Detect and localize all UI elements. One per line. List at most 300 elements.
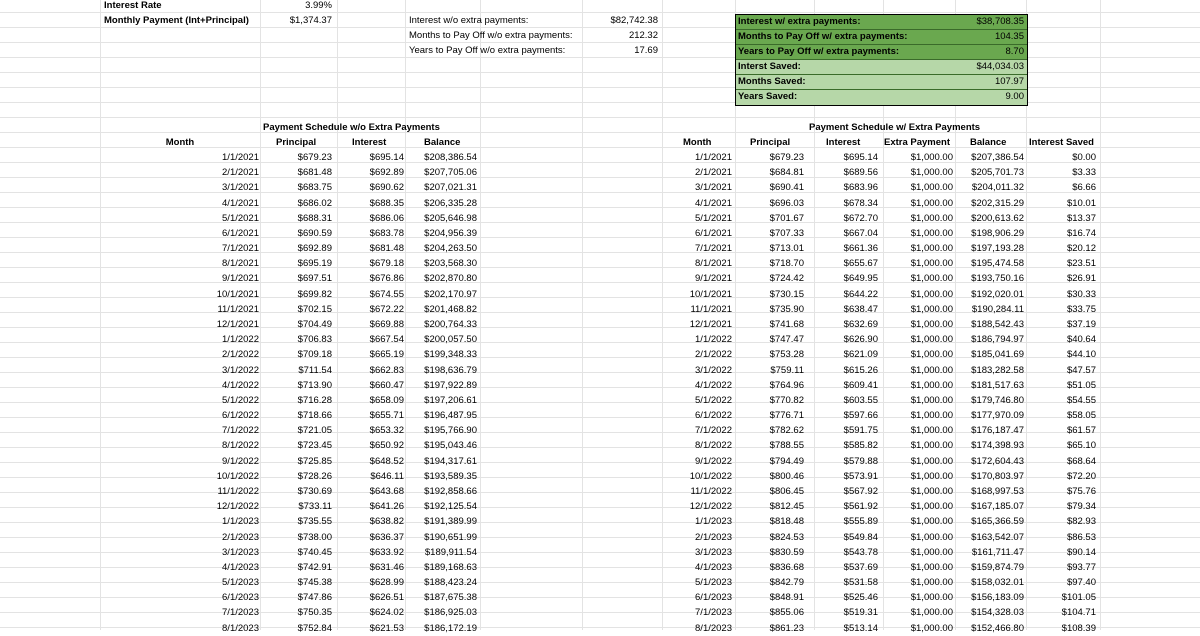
right-cell-interest-saved[interactable]: $23.51 — [1066, 258, 1096, 270]
left-cell-interest[interactable]: $646.11 — [370, 470, 404, 482]
right-cell-interest[interactable]: $513.14 — [843, 622, 878, 634]
right-cell-balance[interactable]: $165,366.59 — [971, 516, 1024, 528]
right-cell-interest[interactable]: $597.66 — [843, 410, 878, 422]
left-cell-interest[interactable]: $643.68 — [369, 486, 404, 497]
right-cell-balance[interactable]: $158,032.01 — [971, 577, 1024, 588]
no-extra-months-value[interactable]: 212.32 — [628, 30, 658, 41]
right-cell-extra-payment[interactable]: $1,000.00 — [910, 288, 953, 300]
interest-rate-value[interactable]: 3.99% — [305, 0, 332, 11]
left-cell-month[interactable]: 9/1/2021 — [222, 273, 259, 285]
right-cell-interest[interactable]: $531.58 — [843, 577, 878, 588]
left-cell-month[interactable]: 7/1/2023 — [222, 607, 259, 619]
with-extra-interest-row[interactable] — [736, 15, 1027, 30]
left-cell-interest[interactable]: $690.62 — [369, 182, 404, 194]
left-cell-month[interactable]: 3/1/2021 — [222, 182, 259, 194]
right-cell-extra-payment[interactable]: $1,000.00 — [910, 531, 953, 543]
right-cell-principal[interactable]: $776.71 — [769, 410, 804, 422]
left-cell-principal[interactable]: $711.54 — [298, 364, 332, 376]
left-cell-interest[interactable]: $692.89 — [369, 167, 404, 179]
right-cell-interest[interactable]: $585.82 — [843, 440, 878, 452]
right-cell-interest-saved[interactable]: $37.19 — [1066, 319, 1096, 330]
right-cell-extra-payment[interactable]: $1,000.00 — [910, 227, 953, 239]
right-cell-month[interactable]: 8/1/2023 — [695, 622, 732, 634]
left-cell-balance[interactable]: $186,925.03 — [424, 607, 477, 619]
right-cell-month[interactable]: 1/1/2022 — [695, 334, 732, 346]
left-cell-principal[interactable]: $725.85 — [297, 455, 332, 467]
right-cell-balance[interactable]: $168,997.53 — [971, 486, 1024, 497]
right-cell-extra-payment[interactable]: $1,000.00 — [910, 197, 953, 209]
right-cell-principal[interactable]: $759.11 — [770, 364, 804, 376]
right-cell-principal[interactable]: $770.82 — [769, 394, 804, 406]
left-cell-principal[interactable]: $721.05 — [297, 425, 332, 437]
right-cell-balance[interactable]: $204,011.32 — [971, 182, 1024, 194]
right-cell-extra-payment[interactable]: $1,000.00 — [910, 470, 953, 482]
right-cell-interest[interactable]: $567.92 — [843, 486, 878, 497]
left-cell-interest[interactable]: $679.18 — [369, 258, 404, 270]
left-cell-principal[interactable]: $681.48 — [297, 167, 332, 179]
right-cell-interest-saved[interactable]: $90.14 — [1066, 546, 1096, 558]
right-cell-interest-saved[interactable]: $93.77 — [1066, 561, 1096, 573]
right-cell-balance[interactable]: $181,517.63 — [971, 379, 1024, 391]
right-cell-month[interactable]: 3/1/2022 — [695, 364, 732, 376]
left-cell-month[interactable]: 2/1/2023 — [222, 531, 259, 543]
left-cell-month[interactable]: 8/1/2023 — [222, 622, 259, 634]
left-cell-principal[interactable]: $706.83 — [297, 334, 332, 346]
right-cell-principal[interactable]: $824.53 — [769, 531, 804, 543]
right-cell-principal[interactable]: $842.79 — [769, 577, 804, 588]
left-cell-principal[interactable]: $692.89 — [297, 243, 332, 255]
right-cell-interest[interactable]: $661.36 — [843, 243, 878, 255]
right-cell-interest-saved[interactable]: $58.05 — [1066, 410, 1096, 422]
left-cell-principal[interactable]: $745.38 — [297, 577, 332, 588]
right-cell-interest-saved[interactable]: $79.34 — [1066, 501, 1096, 513]
right-cell-month[interactable]: 1/1/2023 — [695, 516, 732, 528]
right-cell-interest[interactable]: $689.56 — [843, 167, 878, 179]
left-cell-principal[interactable]: $679.23 — [297, 152, 332, 163]
left-cell-balance[interactable]: $206,335.28 — [424, 197, 477, 209]
right-cell-balance[interactable]: $190,284.11 — [971, 303, 1024, 315]
right-cell-interest-saved[interactable]: $68.64 — [1066, 455, 1096, 467]
right-cell-interest[interactable]: $683.96 — [843, 182, 878, 194]
left-cell-month[interactable]: 8/1/2021 — [222, 258, 259, 270]
right-cell-principal[interactable]: $794.49 — [769, 455, 804, 467]
no-extra-interest-label[interactable]: Interest w/o extra payments: — [409, 15, 529, 26]
right-cell-principal[interactable]: $747.47 — [769, 334, 804, 346]
right-schedule-title[interactable]: Payment Schedule w/ Extra Payments — [809, 122, 981, 133]
left-cell-interest[interactable]: $626.51 — [369, 592, 404, 604]
right-cell-interest[interactable]: $626.90 — [843, 334, 878, 346]
right-cell-interest-saved[interactable]: $16.74 — [1066, 227, 1096, 239]
left-cell-interest[interactable]: $686.06 — [369, 212, 404, 224]
left-cell-interest[interactable]: $650.92 — [369, 440, 404, 452]
right-cell-balance[interactable]: $188,542.43 — [971, 319, 1024, 330]
right-cell-interest-saved[interactable]: $72.20 — [1066, 470, 1096, 482]
left-cell-month[interactable]: 6/1/2023 — [222, 592, 259, 604]
right-cell-month[interactable]: 5/1/2021 — [695, 212, 732, 224]
left-cell-balance[interactable]: $204,956.39 — [424, 227, 477, 239]
no-extra-years-value[interactable]: 17.69 — [634, 45, 658, 56]
left-cell-principal[interactable]: $747.86 — [297, 592, 332, 604]
left-cell-principal[interactable]: $697.51 — [297, 273, 332, 285]
right-cell-interest[interactable]: $655.67 — [843, 258, 878, 270]
left-cell-balance[interactable]: $195,043.46 — [424, 440, 477, 452]
left-cell-balance[interactable]: $202,870.80 — [424, 273, 477, 285]
right-cell-extra-payment[interactable]: $1,000.00 — [910, 561, 953, 573]
right-cell-interest-saved[interactable]: $86.53 — [1066, 531, 1096, 543]
right-cell-principal[interactable]: $713.01 — [769, 243, 804, 255]
right-cell-extra-payment[interactable]: $1,000.00 — [910, 303, 953, 315]
left-cell-balance[interactable]: $202,170.97 — [424, 288, 477, 300]
right-cell-balance[interactable]: $167,185.07 — [971, 501, 1024, 513]
left-cell-balance[interactable]: $207,021.31 — [424, 182, 477, 194]
left-cell-principal[interactable]: $716.28 — [297, 394, 332, 406]
interest-saved-row[interactable] — [736, 60, 1027, 75]
left-cell-interest[interactable]: $638.82 — [369, 516, 404, 528]
right-cell-interest-saved[interactable]: $26.91 — [1066, 273, 1096, 285]
left-cell-balance[interactable]: $200,764.33 — [424, 319, 477, 330]
left-cell-interest[interactable]: $681.48 — [369, 243, 404, 255]
right-cell-balance[interactable]: $177,970.09 — [971, 410, 1024, 422]
right-cell-principal[interactable]: $718.70 — [769, 258, 804, 270]
right-cell-principal[interactable]: $848.91 — [769, 592, 804, 604]
left-cell-month[interactable]: 4/1/2022 — [222, 379, 259, 391]
right-cell-month[interactable]: 2/1/2022 — [695, 349, 732, 361]
years-saved-row[interactable] — [736, 90, 1027, 105]
left-cell-month[interactable]: 12/1/2022 — [216, 501, 259, 513]
left-cell-month[interactable]: 7/1/2022 — [222, 425, 259, 437]
right-cell-principal[interactable]: $861.23 — [769, 622, 804, 634]
left-cell-month[interactable]: 5/1/2022 — [222, 394, 259, 406]
left-cell-principal[interactable]: $695.19 — [297, 258, 332, 270]
right-cell-extra-payment[interactable]: $1,000.00 — [910, 273, 953, 285]
right-cell-interest[interactable]: $609.41 — [843, 379, 878, 391]
left-cell-interest[interactable]: $688.35 — [369, 197, 404, 209]
left-cell-month[interactable]: 6/1/2022 — [222, 410, 259, 422]
right-cell-interest-saved[interactable]: $30.33 — [1066, 288, 1096, 300]
left-cell-month[interactable]: 10/1/2022 — [216, 470, 259, 482]
left-cell-interest[interactable]: $633.92 — [369, 546, 404, 558]
right-cell-interest-saved[interactable]: $20.12 — [1066, 243, 1096, 255]
right-cell-principal[interactable]: $730.15 — [769, 288, 804, 300]
left-cell-interest[interactable]: $653.32 — [369, 425, 404, 437]
left-cell-balance[interactable]: $190,651.99 — [424, 531, 477, 543]
left-cell-principal[interactable]: $690.59 — [297, 227, 332, 239]
right-cell-interest-saved[interactable]: $61.57 — [1066, 425, 1096, 437]
no-extra-months-label[interactable]: Months to Pay Off w/o extra payments: — [409, 30, 573, 41]
right-cell-extra-payment[interactable]: $1,000.00 — [910, 364, 953, 376]
left-cell-month[interactable]: 9/1/2022 — [222, 455, 259, 467]
right-cell-interest[interactable]: $615.26 — [843, 364, 878, 376]
right-cell-interest[interactable]: $621.09 — [843, 349, 878, 361]
right-cell-balance[interactable]: $176,187.47 — [971, 425, 1024, 437]
left-cell-principal[interactable]: $713.90 — [297, 379, 332, 391]
left-cell-balance[interactable]: $203,568.30 — [424, 258, 477, 270]
left-cell-interest[interactable]: $636.37 — [369, 531, 404, 543]
right-cell-extra-payment[interactable]: $1,000.00 — [910, 334, 953, 346]
right-cell-extra-payment[interactable]: $1,000.00 — [910, 182, 953, 194]
right-cell-month[interactable]: 12/1/2021 — [689, 319, 732, 330]
right-cell-month[interactable]: 9/1/2021 — [695, 273, 732, 285]
right-cell-interest-saved[interactable]: $104.71 — [1061, 607, 1096, 619]
right-cell-interest-saved[interactable]: $40.64 — [1066, 334, 1096, 346]
right-cell-interest[interactable]: $644.22 — [843, 288, 878, 300]
right-cell-extra-payment[interactable]: $1,000.00 — [910, 152, 953, 163]
right-cell-interest[interactable]: $649.95 — [843, 273, 878, 285]
left-cell-balance[interactable]: $199,348.33 — [424, 349, 477, 361]
right-cell-extra-payment[interactable]: $1,000.00 — [910, 592, 953, 604]
left-cell-principal[interactable]: $730.69 — [297, 486, 332, 497]
left-cell-interest[interactable]: $655.71 — [369, 410, 404, 422]
left-cell-principal[interactable]: $683.75 — [297, 182, 332, 194]
left-cell-balance[interactable]: $193,589.35 — [424, 470, 477, 482]
right-cell-principal[interactable]: $741.68 — [769, 319, 804, 330]
right-cell-extra-payment[interactable]: $1,000.00 — [910, 379, 953, 391]
right-cell-interest[interactable]: $579.88 — [843, 455, 878, 467]
left-cell-principal[interactable]: $728.26 — [297, 470, 332, 482]
left-cell-balance[interactable]: $191,389.99 — [424, 516, 477, 528]
right-cell-interest[interactable]: $555.89 — [843, 516, 878, 528]
left-cell-interest[interactable]: $660.47 — [369, 379, 404, 391]
right-cell-principal[interactable]: $855.06 — [769, 607, 804, 619]
right-cell-balance[interactable]: $172,604.43 — [971, 455, 1024, 467]
right-cell-interest-saved[interactable]: $6.66 — [1072, 182, 1096, 194]
right-cell-balance[interactable]: $198,906.29 — [971, 227, 1024, 239]
right-header-interest-saved[interactable]: Interest Saved — [1029, 137, 1094, 148]
right-cell-balance[interactable]: $163,542.07 — [971, 531, 1024, 543]
left-header-interest[interactable]: Interest — [352, 137, 387, 148]
right-cell-extra-payment[interactable]: $1,000.00 — [910, 167, 953, 179]
left-cell-balance[interactable]: $192,858.66 — [424, 486, 477, 497]
right-cell-principal[interactable]: $753.28 — [769, 349, 804, 361]
interest-rate-label[interactable]: Interest Rate — [104, 0, 162, 11]
left-cell-month[interactable]: 11/1/2021 — [217, 303, 259, 315]
right-cell-interest[interactable]: $678.34 — [843, 197, 878, 209]
right-cell-principal[interactable]: $830.59 — [769, 546, 804, 558]
right-cell-month[interactable]: 11/1/2022 — [690, 486, 732, 497]
right-cell-month[interactable]: 7/1/2023 — [695, 607, 732, 619]
right-cell-balance[interactable]: $207,386.54 — [971, 152, 1024, 163]
right-cell-interest[interactable]: $667.04 — [843, 227, 878, 239]
left-cell-interest[interactable]: $676.86 — [369, 273, 404, 285]
monthly-payment-value[interactable]: $1,374.37 — [289, 15, 332, 26]
left-cell-month[interactable]: 10/1/2021 — [216, 288, 259, 300]
left-cell-month[interactable]: 1/1/2022 — [222, 334, 259, 346]
right-cell-extra-payment[interactable]: $1,000.00 — [910, 349, 953, 361]
right-cell-principal[interactable]: $818.48 — [769, 516, 804, 528]
right-header-interest[interactable]: Interest — [826, 137, 861, 148]
right-cell-balance[interactable]: $197,193.28 — [971, 243, 1024, 255]
monthly-payment-label[interactable]: Monthly Payment (Int+Principal) — [104, 15, 249, 26]
left-cell-balance[interactable]: $208,386.54 — [424, 152, 477, 163]
left-cell-month[interactable]: 5/1/2021 — [222, 212, 259, 224]
right-cell-extra-payment[interactable]: $1,000.00 — [910, 243, 953, 255]
left-cell-principal[interactable]: $735.55 — [297, 516, 332, 528]
left-cell-balance[interactable]: $197,206.61 — [424, 394, 477, 406]
left-cell-month[interactable]: 1/1/2023 — [222, 516, 259, 528]
left-cell-balance[interactable]: $189,911.54 — [424, 546, 477, 558]
right-cell-principal[interactable]: $679.23 — [769, 152, 804, 163]
left-cell-principal[interactable]: $718.66 — [297, 410, 332, 422]
left-cell-month[interactable]: 7/1/2021 — [222, 243, 259, 255]
left-schedule-title[interactable]: Payment Schedule w/o Extra Payments — [263, 122, 440, 133]
right-cell-extra-payment[interactable]: $1,000.00 — [910, 394, 953, 406]
right-cell-interest[interactable]: $561.92 — [843, 501, 878, 513]
right-cell-interest[interactable]: $549.84 — [843, 531, 878, 543]
right-header-balance[interactable]: Balance — [970, 137, 1007, 148]
left-cell-month[interactable]: 12/1/2021 — [216, 319, 259, 330]
right-cell-balance[interactable]: $156,183.09 — [971, 592, 1024, 604]
left-cell-balance[interactable]: $188,423.24 — [424, 577, 477, 588]
left-cell-principal[interactable]: $709.18 — [297, 349, 332, 361]
right-cell-month[interactable]: 4/1/2022 — [695, 379, 732, 391]
right-cell-extra-payment[interactable]: $1,000.00 — [910, 622, 953, 634]
right-cell-month[interactable]: 2/1/2021 — [695, 167, 732, 179]
right-cell-interest-saved[interactable]: $44.10 — [1066, 349, 1096, 361]
right-cell-balance[interactable]: $193,750.16 — [971, 273, 1024, 285]
left-cell-month[interactable]: 3/1/2023 — [222, 546, 259, 558]
right-cell-interest[interactable]: $672.70 — [843, 212, 878, 224]
right-cell-month[interactable]: 5/1/2022 — [695, 394, 732, 406]
left-cell-principal[interactable]: $699.82 — [297, 288, 332, 300]
right-cell-balance[interactable]: $186,794.97 — [971, 334, 1024, 346]
right-cell-month[interactable]: 6/1/2021 — [695, 227, 732, 239]
left-cell-interest[interactable]: $621.53 — [369, 622, 404, 634]
right-cell-month[interactable]: 8/1/2021 — [695, 258, 732, 270]
left-cell-balance[interactable]: $204,263.50 — [424, 243, 477, 255]
right-cell-interest-saved[interactable]: $33.75 — [1066, 303, 1096, 315]
right-cell-interest[interactable]: $525.46 — [843, 592, 878, 604]
right-cell-extra-payment[interactable]: $1,000.00 — [910, 516, 953, 528]
right-cell-month[interactable]: 2/1/2023 — [695, 531, 732, 543]
right-cell-principal[interactable]: $696.03 — [769, 197, 804, 209]
left-cell-interest[interactable]: $641.26 — [369, 501, 404, 513]
right-cell-balance[interactable]: $183,282.58 — [971, 364, 1024, 376]
right-cell-interest[interactable]: $537.69 — [843, 561, 878, 573]
right-cell-extra-payment[interactable]: $1,000.00 — [910, 501, 953, 513]
right-cell-principal[interactable]: $800.46 — [769, 470, 804, 482]
right-cell-principal[interactable]: $812.45 — [769, 501, 804, 513]
right-cell-balance[interactable]: $205,701.73 — [971, 167, 1024, 179]
right-cell-principal[interactable]: $806.45 — [769, 486, 804, 497]
right-cell-principal[interactable]: $701.67 — [769, 212, 804, 224]
left-cell-principal[interactable]: $740.45 — [297, 546, 332, 558]
left-header-balance[interactable]: Balance — [424, 137, 461, 148]
right-cell-principal[interactable]: $707.33 — [769, 227, 804, 239]
right-cell-interest-saved[interactable]: $65.10 — [1066, 440, 1096, 452]
left-cell-principal[interactable]: $752.84 — [297, 622, 332, 634]
right-cell-extra-payment[interactable]: $1,000.00 — [910, 577, 953, 588]
left-cell-month[interactable]: 1/1/2021 — [222, 152, 259, 163]
right-cell-extra-payment[interactable]: $1,000.00 — [910, 455, 953, 467]
left-cell-principal[interactable]: $742.91 — [297, 561, 332, 573]
left-cell-balance[interactable]: $186,172.19 — [424, 622, 477, 634]
left-cell-interest[interactable]: $665.19 — [369, 349, 404, 361]
right-cell-month[interactable]: 5/1/2023 — [695, 577, 732, 588]
right-cell-interest[interactable]: $638.47 — [843, 303, 878, 315]
left-cell-balance[interactable]: $200,057.50 — [424, 334, 477, 346]
with-extra-years-row[interactable] — [736, 45, 1027, 60]
right-cell-interest-saved[interactable]: $0.00 — [1072, 152, 1096, 163]
left-cell-principal[interactable]: $686.02 — [297, 197, 332, 209]
left-cell-balance[interactable]: $197,922.89 — [424, 379, 477, 391]
left-cell-principal[interactable]: $688.31 — [297, 212, 332, 224]
right-header-month[interactable]: Month — [683, 137, 712, 148]
right-cell-interest-saved[interactable]: $10.01 — [1066, 197, 1096, 209]
right-cell-balance[interactable]: $179,746.80 — [971, 394, 1024, 406]
right-cell-interest-saved[interactable]: $101.05 — [1061, 592, 1096, 604]
right-cell-interest-saved[interactable]: $75.76 — [1066, 486, 1096, 497]
right-cell-balance[interactable]: $159,874.79 — [971, 561, 1024, 573]
left-cell-month[interactable]: 4/1/2023 — [222, 561, 259, 573]
right-cell-principal[interactable]: $724.42 — [769, 273, 804, 285]
left-cell-balance[interactable]: $187,675.38 — [424, 592, 477, 604]
no-extra-interest-value[interactable]: $82,742.38 — [610, 15, 658, 26]
left-cell-principal[interactable]: $704.49 — [297, 319, 332, 330]
right-cell-principal[interactable]: $735.90 — [769, 303, 804, 315]
left-cell-month[interactable]: 4/1/2021 — [222, 197, 259, 209]
right-cell-balance[interactable]: $170,803.97 — [971, 470, 1024, 482]
left-cell-month[interactable]: 11/1/2022 — [217, 486, 259, 497]
right-cell-month[interactable]: 12/1/2022 — [689, 501, 732, 513]
right-cell-month[interactable]: 6/1/2023 — [695, 592, 732, 604]
left-cell-month[interactable]: 5/1/2023 — [222, 577, 259, 588]
left-cell-balance[interactable]: $205,646.98 — [424, 212, 477, 224]
right-cell-principal[interactable]: $764.96 — [769, 379, 804, 391]
left-cell-balance[interactable]: $207,705.06 — [424, 167, 477, 179]
right-cell-month[interactable]: 7/1/2022 — [695, 425, 732, 437]
left-cell-interest[interactable]: $695.14 — [369, 152, 404, 163]
right-cell-principal[interactable]: $690.41 — [769, 182, 804, 194]
right-cell-balance[interactable]: $152,466.80 — [971, 622, 1024, 634]
right-cell-extra-payment[interactable]: $1,000.00 — [910, 319, 953, 330]
right-cell-extra-payment[interactable]: $1,000.00 — [910, 440, 953, 452]
right-cell-extra-payment[interactable]: $1,000.00 — [910, 607, 953, 619]
right-cell-interest[interactable]: $543.78 — [843, 546, 878, 558]
right-cell-extra-payment[interactable]: $1,000.00 — [910, 486, 953, 497]
months-saved-row[interactable] — [736, 75, 1027, 90]
left-cell-balance[interactable]: $198,636.79 — [424, 364, 477, 376]
right-cell-extra-payment[interactable]: $1,000.00 — [910, 258, 953, 270]
right-cell-interest[interactable]: $695.14 — [843, 152, 878, 163]
right-cell-month[interactable]: 10/1/2022 — [689, 470, 732, 482]
left-cell-principal[interactable]: $738.00 — [297, 531, 332, 543]
right-cell-principal[interactable]: $836.68 — [769, 561, 804, 573]
left-cell-interest[interactable]: $662.83 — [369, 364, 404, 376]
left-header-principal[interactable]: Principal — [276, 137, 317, 148]
left-cell-interest[interactable]: $658.09 — [369, 394, 404, 406]
right-cell-balance[interactable]: $192,020.01 — [971, 288, 1024, 300]
left-header-month[interactable]: Month — [165, 137, 195, 148]
right-cell-balance[interactable]: $200,613.62 — [971, 212, 1024, 224]
right-cell-month[interactable]: 1/1/2021 — [695, 152, 732, 163]
right-cell-interest-saved[interactable]: $3.33 — [1072, 167, 1096, 179]
left-cell-month[interactable]: 6/1/2021 — [222, 227, 259, 239]
left-cell-interest[interactable]: $672.22 — [369, 303, 404, 315]
right-cell-balance[interactable]: $154,328.03 — [971, 607, 1024, 619]
right-cell-principal[interactable]: $788.55 — [769, 440, 804, 452]
right-cell-month[interactable]: 6/1/2022 — [695, 410, 732, 422]
left-cell-principal[interactable]: $723.45 — [297, 440, 332, 452]
left-cell-balance[interactable]: $201,468.82 — [424, 303, 477, 315]
left-cell-balance[interactable]: $189,168.63 — [424, 561, 477, 573]
left-cell-interest[interactable]: $624.02 — [369, 607, 404, 619]
right-cell-extra-payment[interactable]: $1,000.00 — [910, 410, 953, 422]
right-cell-month[interactable]: 11/1/2021 — [690, 303, 732, 315]
left-cell-interest[interactable]: $674.55 — [369, 288, 404, 300]
right-cell-interest[interactable]: $632.69 — [843, 319, 878, 330]
right-cell-interest-saved[interactable]: $82.93 — [1066, 516, 1096, 528]
left-cell-balance[interactable]: $192,125.54 — [424, 501, 477, 513]
